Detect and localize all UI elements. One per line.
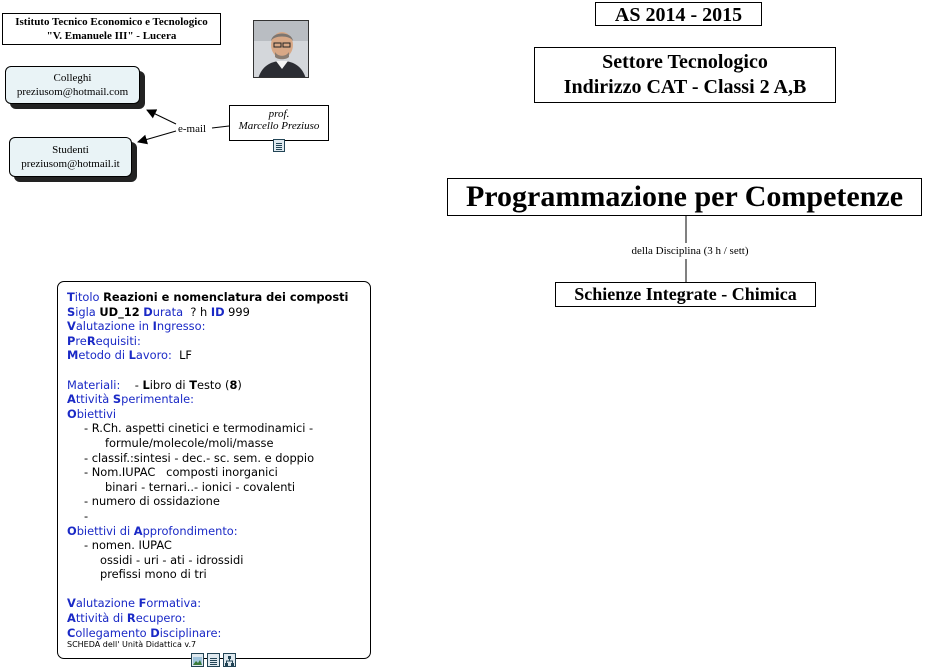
titolo-value: Reazioni e nomenclatura dei composti — [103, 290, 349, 304]
unit-card — [57, 281, 371, 659]
row-collegamento: Collegamento Disciplinare: — [67, 625, 222, 640]
prof-box[interactable] — [229, 105, 329, 141]
obiettivo-item: binari - ternari..- ionici - covalenti — [105, 479, 296, 494]
settore-line: Settore Tecnologico — [602, 51, 768, 73]
metodo-value: LF — [179, 348, 192, 363]
line-email-studenti — [138, 131, 176, 142]
school-name: Istituto Tecnico Economico e Tecnologico — [15, 16, 208, 28]
teacher-photo — [253, 20, 309, 78]
email-link-label: e-mail — [178, 123, 207, 135]
approfondimento-item: prefissi mono di tri — [100, 567, 207, 582]
obiettivo-item: formule/molecole/moli/masse — [105, 435, 274, 450]
row-valutazione-formativa: Valutazione Formativa: — [67, 596, 202, 611]
row-attivita-sperimentale: Attività Sperimentale: — [67, 392, 194, 407]
indirizzo-line: Indirizzo CAT - Classi 2 A,B — [563, 76, 807, 98]
hierarchy-icon[interactable] — [223, 653, 236, 667]
main-title: Programmazione per Competenze — [447, 178, 922, 216]
sigla-value: UD_12 — [99, 304, 140, 319]
school-year: AS 2014 - 2015 — [595, 2, 762, 26]
line-email-colleghi — [147, 110, 176, 124]
row-metodo: Metodo di Lavoro: LF — [67, 348, 192, 363]
row-valutazione-ingresso: Valutazione in Ingresso: — [67, 319, 206, 334]
approfondimento-item: - nomen. IUPAC — [84, 538, 172, 553]
colleghi-label: Colleghi — [53, 72, 92, 84]
prof-title: prof. — [268, 108, 290, 120]
settore-box — [534, 47, 836, 103]
row-approfondimento: Obiettivi di Approfondimento: — [67, 523, 238, 538]
document-icon[interactable] — [207, 653, 220, 667]
card-footer: SCHEDA dell' Unità Didattica v.7 — [67, 640, 197, 650]
contact-studenti[interactable] — [9, 137, 132, 177]
prof-name: Marcello Preziuso — [238, 120, 320, 132]
obiettivo-item: - Nom.IUPAC composti inorganici — [84, 465, 278, 480]
row-sigla: Sigla UD_12 Durata ? h ID 999 — [67, 304, 250, 319]
subject-box[interactable]: Schienze Integrate - Chimica — [555, 282, 816, 307]
contact-colleghi[interactable] — [5, 66, 140, 104]
portrait-image — [254, 21, 309, 78]
row-titolo: Titolo Reazioni e nomenclatura dei composti — [67, 290, 349, 304]
image-icon[interactable] — [191, 653, 204, 667]
obiettivo-item: - R.Ch. aspetti cinetici e termodinamici - — [84, 421, 314, 436]
row-attivita-recupero: Attività di Recupero: — [67, 611, 186, 626]
studenti-label: Studenti — [52, 144, 89, 156]
disciplina-link-label: della Disciplina (3 h / sett) — [631, 245, 749, 257]
row-prerequisiti: PreRequisiti: — [67, 333, 141, 348]
id-value: 999 — [228, 304, 250, 319]
line-prof-email — [212, 126, 229, 128]
durata-value: ? h — [190, 304, 208, 319]
studenti-email[interactable]: preziusom@hotmail.it — [21, 158, 120, 170]
row-obiettivi: Obiettivi — [67, 406, 117, 421]
colleghi-email[interactable]: preziusom@hotmail.com — [16, 86, 129, 98]
materiali-value: 8 — [229, 377, 238, 392]
row-materiali: Materiali: - Libro di Testo (8) — [67, 377, 242, 392]
obiettivo-item: - numero di ossidazione — [84, 494, 220, 509]
obiettivo-item: - — [84, 508, 89, 523]
school-header — [2, 13, 221, 45]
document-icon[interactable] — [273, 139, 285, 152]
approfondimento-item: ossidi - uri - ati - idrossidi — [100, 552, 244, 567]
school-location: "V. Emanuele III" - Lucera — [46, 30, 177, 42]
obiettivo-item: - classif.:sintesi - dec.- sc. sem. e doppio — [84, 450, 315, 465]
